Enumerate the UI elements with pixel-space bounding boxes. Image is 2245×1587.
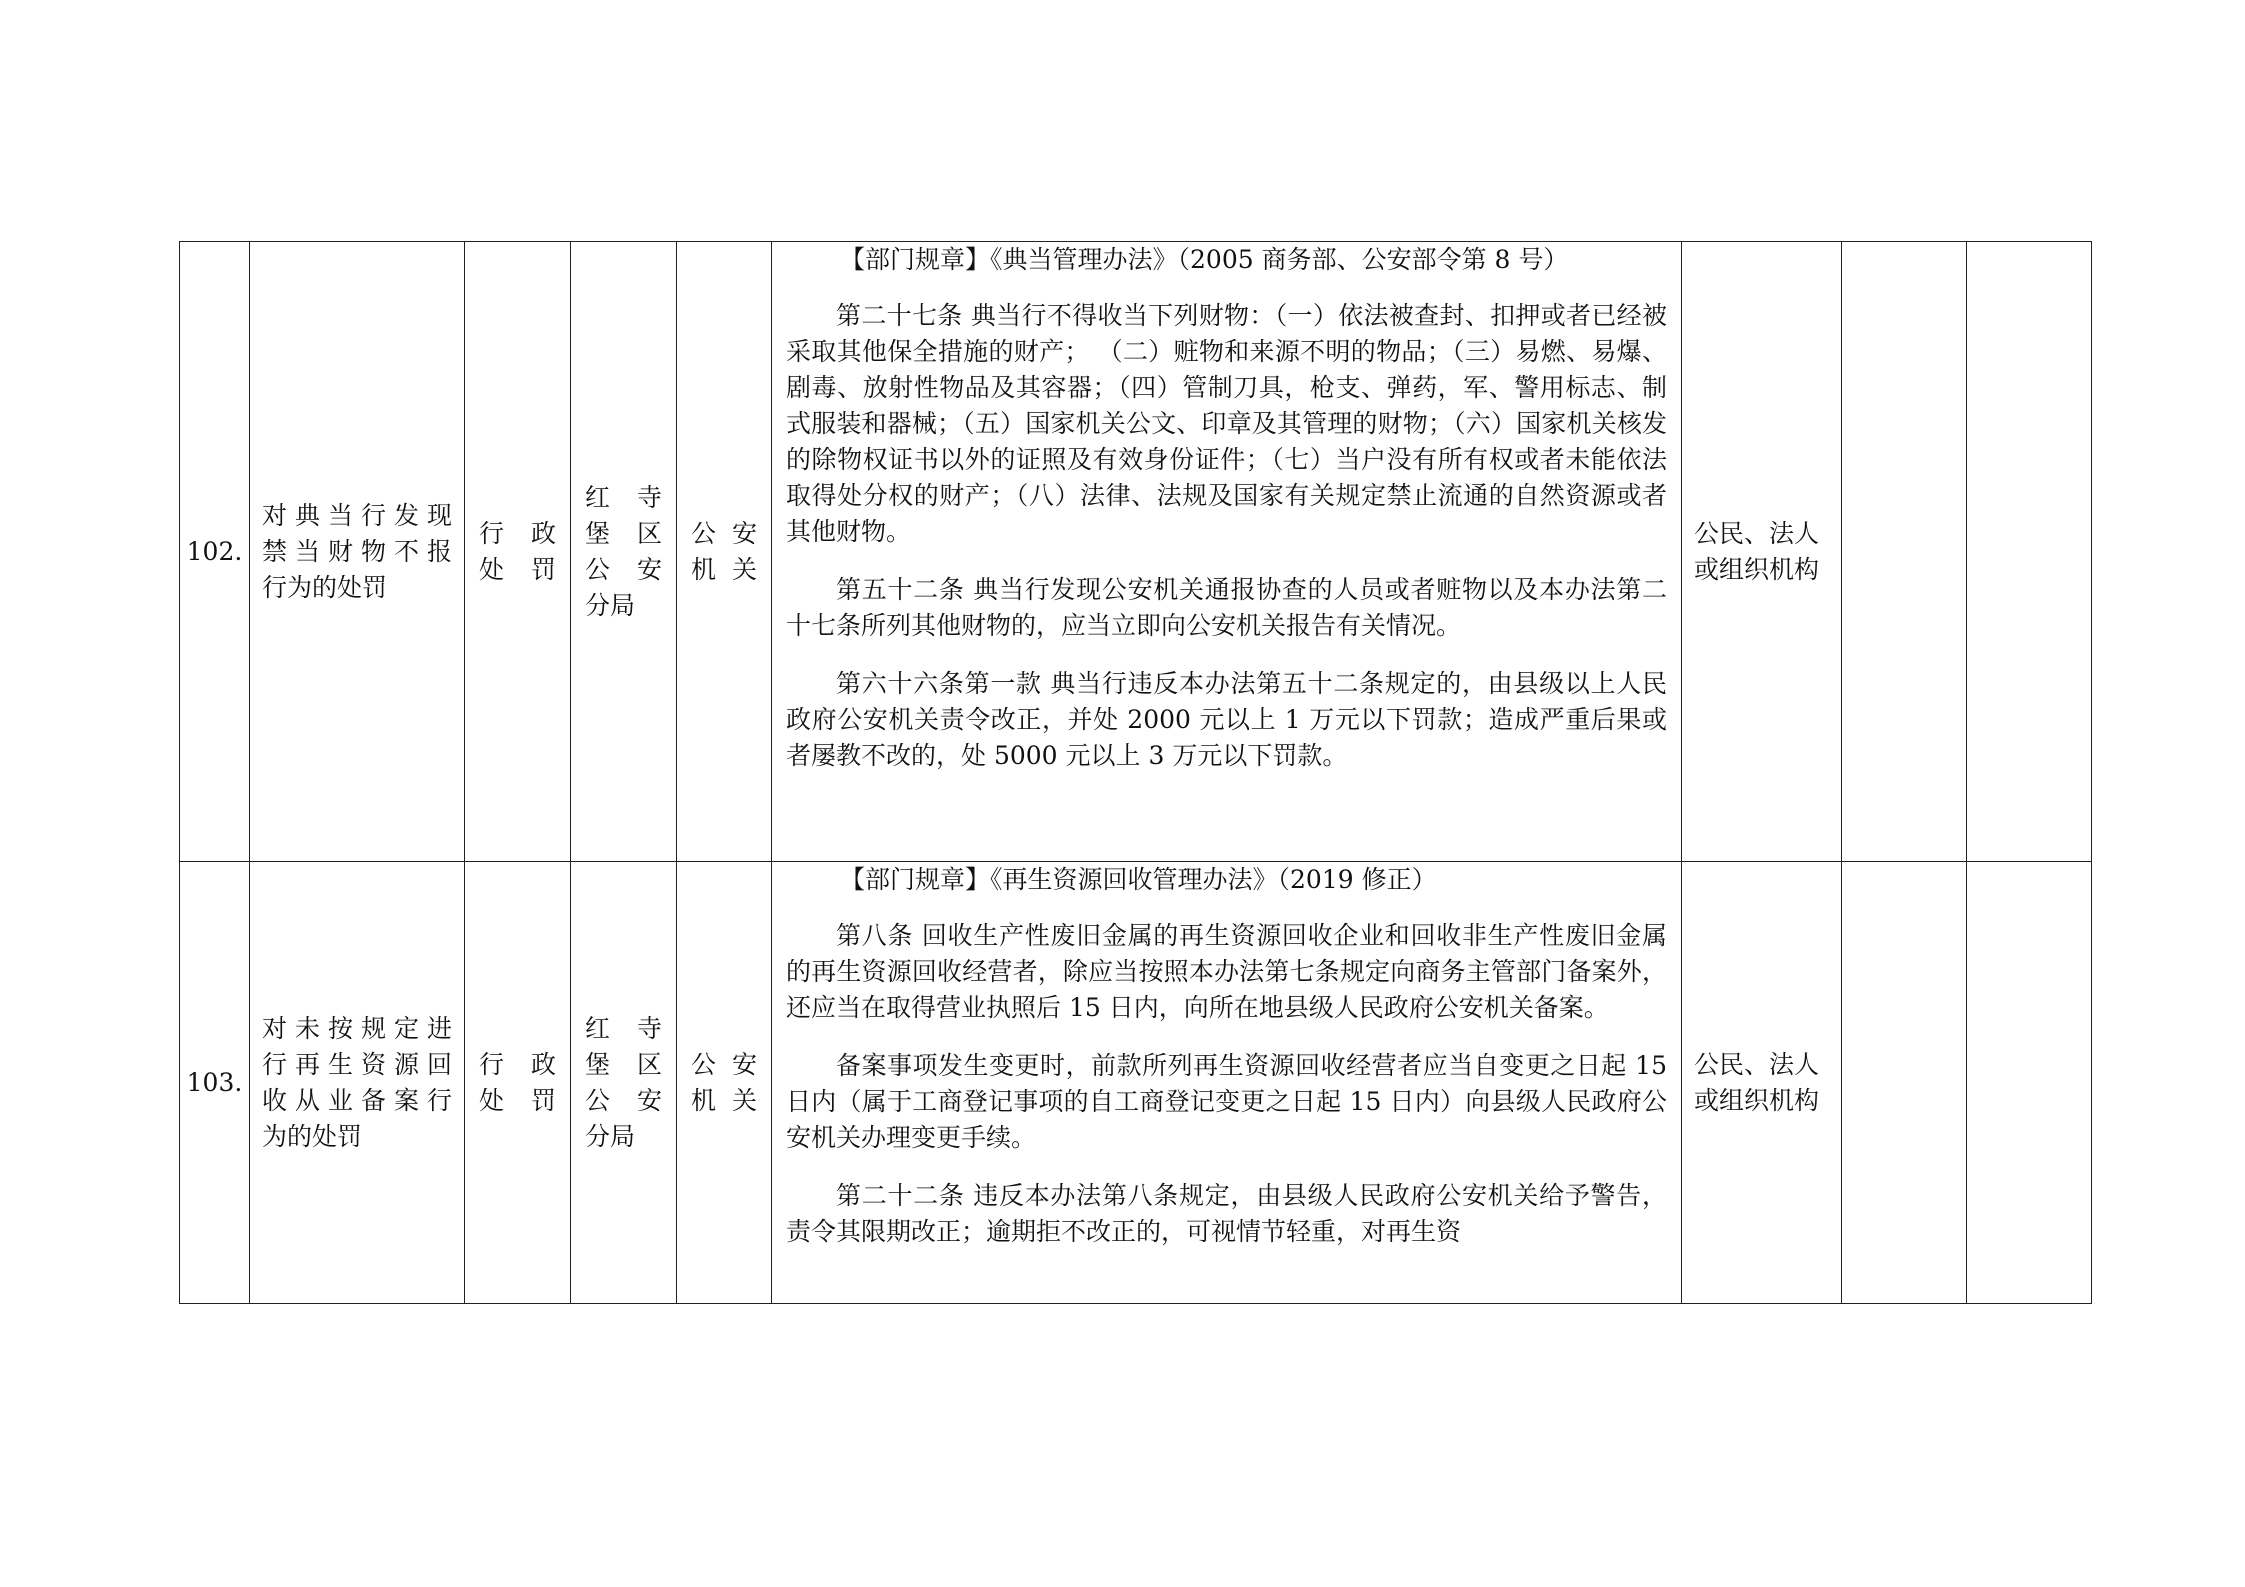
item-name-line: 对典当行发现: [262, 500, 452, 530]
power-list-table: [179, 241, 2092, 1304]
power-type-cell: [465, 862, 571, 1304]
subject-line: 或组织机构: [1694, 554, 1820, 584]
department-cell: [571, 242, 677, 862]
department-line: 堡区: [585, 518, 662, 548]
department-line: 公安: [585, 554, 662, 584]
law-title: 【部门规章】《典当管理办法》（2005 商务部、公安部令第 8 号）: [840, 245, 1569, 274]
item-name-line: 为的处罚: [262, 1121, 363, 1151]
power-type-line: 处罚: [479, 1085, 556, 1115]
item-name-line: 行为的处罚: [262, 572, 388, 602]
row-number-text: 102.: [186, 536, 243, 566]
department-line: 公安: [585, 1085, 662, 1115]
organ-line: 机关: [691, 1085, 757, 1115]
legal-basis-cell: [772, 242, 1682, 862]
subject-cell: [1682, 862, 1842, 1304]
item-name-cell: [250, 862, 465, 1304]
department-line: 堡区: [585, 1049, 662, 1079]
subject-line: 公民、法人: [1694, 518, 1820, 548]
law-paragraph: 第八条 回收生产性废旧金属的再生资源回收企业和回收非生产性废旧金属的再生资源回收经营者，除应当按照本办法第七条规定向商务主管部门备案外，还应当在取得营业执照后 15 日内，向所在地县级人民政府公安机关备案。: [786, 921, 1667, 1022]
department-cell: [571, 862, 677, 1304]
power-type-line: 处罚: [479, 554, 556, 584]
organ-line: 公安: [691, 1049, 757, 1079]
empty-cell: [1967, 862, 2092, 1304]
department-line: 分局: [585, 590, 636, 620]
row-number-text: 103.: [186, 1067, 243, 1097]
department-line: 红寺: [585, 1013, 662, 1043]
power-type-line: 行政: [479, 1049, 556, 1079]
empty-cell: [1842, 862, 1967, 1304]
row-number: [180, 862, 250, 1304]
law-paragraph: 第五十二条 典当行发现公安机关通报协查的人员或者赃物以及本办法第二十七条所列其他财物的，应当立即向公安机关报告有关情况。: [786, 575, 1667, 640]
table-row: [180, 242, 2092, 862]
item-name-line: 收从业备案行: [262, 1085, 452, 1115]
subject-line: 公民、法人: [1694, 1049, 1820, 1079]
table-row: [180, 862, 2092, 1304]
department-line: 分局: [585, 1121, 636, 1151]
row-number: [180, 242, 250, 862]
department-line: 红寺: [585, 482, 662, 512]
power-type-cell: [465, 242, 571, 862]
legal-basis-cell: [772, 862, 1682, 1304]
subject-cell: [1682, 242, 1842, 862]
power-type-line: 行政: [479, 518, 556, 548]
law-title: 【部门规章】《再生资源回收管理办法》（2019 修正）: [840, 865, 1437, 894]
item-name-line: 对未按规定进: [262, 1013, 452, 1043]
empty-cell: [1842, 242, 1967, 862]
item-name-line: 行再生资源回: [262, 1049, 452, 1079]
empty-cell: [1967, 242, 2092, 862]
law-paragraph: 第二十七条 典当行不得收当下列财物：（一）依法被查封、扣押或者已经被采取其他保全措施的财产； （二）赃物和来源不明的物品；（三）易燃、易爆、剧毒、放射性物品及其容器；（四）管制刀具，枪支、弹药，军、警用标志、制式服装和器械；（五）国家机关公文、印章及其管理的财物；（六）国家机关核发的除物权证书以外的证照及有效身份证件；（七）当户没有所有权或者未能依法取得处分权的财产；（八）法律、法规及国家有关规定禁止流通的自然资源或者其他财物。: [786, 301, 1667, 546]
law-paragraph: 备案事项发生变更时，前款所列再生资源回收经营者应当自变更之日起 15 日内（属于工商登记事项的自工商登记变更之日起 15 日内）向县级人民政府公安机关办理变更手续。: [786, 1051, 1667, 1152]
organ-line: 公安: [691, 518, 757, 548]
item-name-cell: [250, 242, 465, 862]
subject-line: 或组织机构: [1694, 1085, 1820, 1115]
organ-cell: [677, 862, 772, 1304]
item-name-line: 禁当财物不报: [262, 536, 452, 566]
organ-cell: [677, 242, 772, 862]
law-paragraph: 第六十六条第一款 典当行违反本办法第五十二条规定的，由县级以上人民政府公安机关责令改正，并处 2000 元以上 1 万元以下罚款；造成严重后果或者屡教不改的，处 5000 元以上 3 万元以下罚款。: [786, 669, 1667, 770]
law-paragraph: 第二十二条 违反本办法第八条规定，由县级人民政府公安机关给予警告，责令其限期改正；逾期拒不改正的，可视情节轻重，对再生资: [786, 1181, 1667, 1246]
organ-line: 机关: [691, 554, 757, 584]
